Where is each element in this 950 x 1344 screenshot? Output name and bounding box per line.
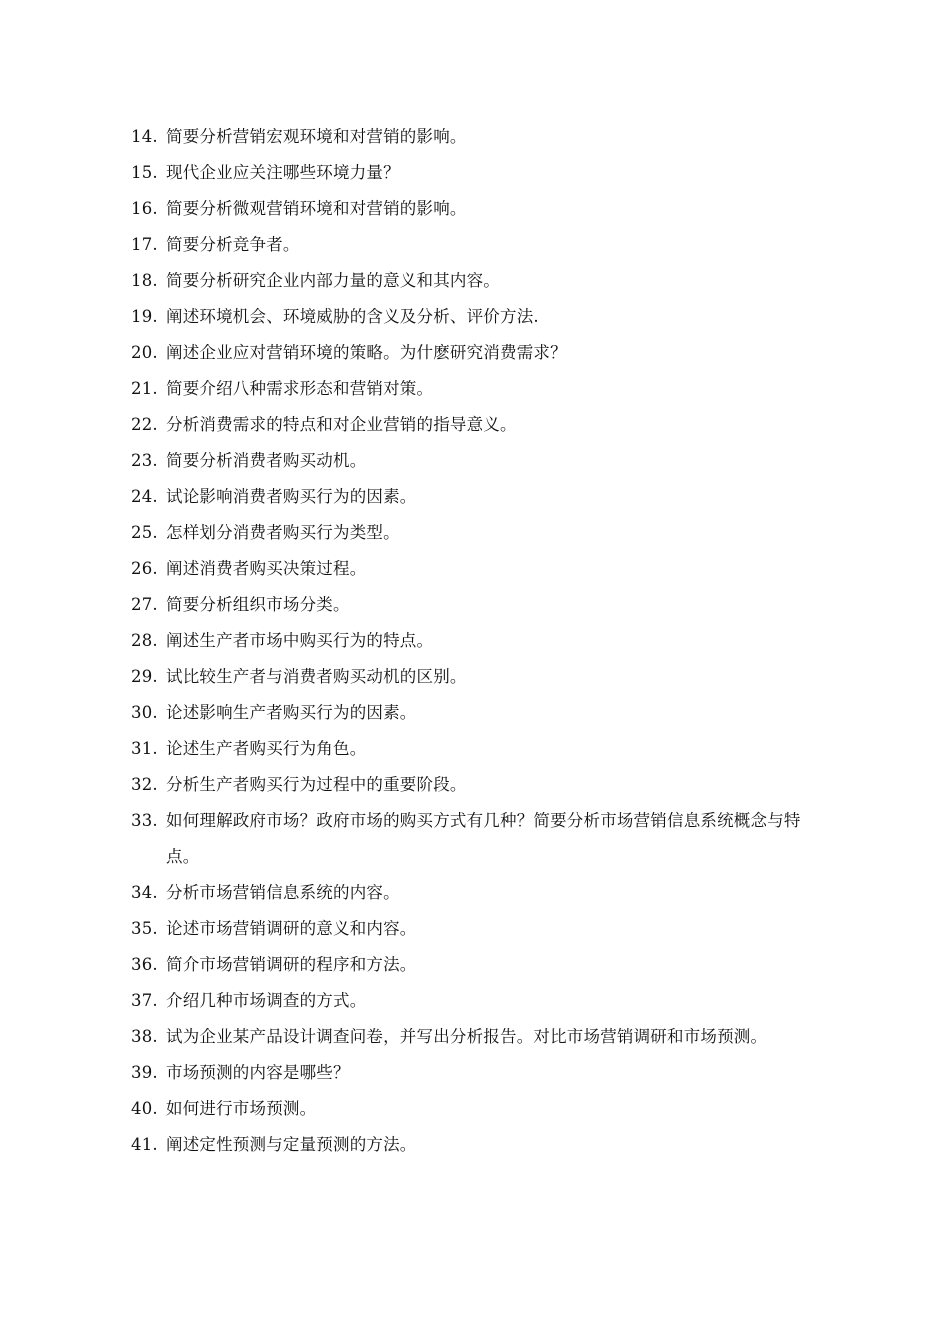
question-item	[131, 695, 821, 731]
question-number: 36.	[131, 955, 158, 974]
question-text: 简要分析组织市场分类。	[166, 595, 350, 614]
question-number: 35.	[131, 919, 158, 938]
question-number: 20.	[131, 343, 158, 362]
question-text: 阐述环境机会、环境威胁的含义及分析、评价方法.	[166, 307, 539, 326]
question-text: 怎样划分消费者购买行为类型。	[166, 523, 400, 542]
question-item	[131, 335, 821, 371]
question-number: 15.	[131, 163, 158, 182]
question-item	[131, 875, 821, 911]
question-number: 19.	[131, 307, 158, 326]
question-item	[131, 515, 821, 551]
question-text: 阐述消费者购买决策过程。	[166, 559, 367, 578]
question-number: 38.	[131, 1027, 158, 1046]
question-text: 简要分析营销宏观环境和对营销的影响。	[166, 127, 467, 146]
question-item	[131, 1091, 821, 1127]
question-item	[131, 659, 821, 695]
question-item	[131, 551, 821, 587]
question-number: 31.	[131, 739, 158, 758]
question-item	[131, 623, 821, 659]
question-item	[131, 443, 821, 479]
question-number: 39.	[131, 1063, 158, 1082]
question-text: 简要分析竞争者。	[166, 235, 300, 254]
question-number: 40.	[131, 1099, 158, 1118]
question-item	[131, 191, 821, 227]
question-text: 如何进行市场预测。	[166, 1099, 317, 1118]
question-text: 分析消费需求的特点和对企业营销的指导意义。	[166, 415, 517, 434]
question-number: 25.	[131, 523, 158, 542]
question-text: 如何理解政府市场？政府市场的购买方式有几种？简要分析市场营销信息系统概念与特点。	[166, 811, 801, 866]
question-text: 论述影响生产者购买行为的因素。	[166, 703, 417, 722]
question-item	[131, 155, 821, 191]
question-item	[131, 263, 821, 299]
question-list	[131, 119, 821, 1163]
question-item	[131, 227, 821, 263]
question-number: 33.	[131, 811, 158, 830]
question-number: 28.	[131, 631, 158, 650]
question-item	[131, 407, 821, 443]
question-text: 试论影响消费者购买行为的因素。	[166, 487, 417, 506]
question-item	[131, 479, 821, 515]
question-number: 41.	[131, 1135, 158, 1154]
question-text: 分析市场营销信息系统的内容。	[166, 883, 400, 902]
question-number: 18.	[131, 271, 158, 290]
question-text: 市场预测的内容是哪些？	[166, 1063, 350, 1082]
question-text: 分析生产者购买行为过程中的重要阶段。	[166, 775, 467, 794]
question-text: 阐述企业应对营销环境的策略。为什麽研究消费需求？	[166, 343, 567, 362]
question-number: 27.	[131, 595, 158, 614]
question-text: 现代企业应关注哪些环境力量？	[166, 163, 400, 182]
question-text: 阐述生产者市场中购买行为的特点。	[166, 631, 434, 650]
question-number: 26.	[131, 559, 158, 578]
question-text: 论述市场营销调研的意义和内容。	[166, 919, 417, 938]
question-text: 试为企业某产品设计调查问卷，并写出分析报告。对比市场营销调研和市场预测。	[166, 1027, 768, 1046]
question-item	[131, 803, 821, 875]
question-text: 试比较生产者与消费者购买动机的区别。	[166, 667, 467, 686]
question-text: 简要介绍八种需求形态和营销对策。	[166, 379, 434, 398]
question-number: 37.	[131, 991, 158, 1010]
question-item	[131, 767, 821, 803]
question-text: 简介市场营销调研的程序和方法。	[166, 955, 417, 974]
question-item	[131, 947, 821, 983]
question-number: 29.	[131, 667, 158, 686]
question-text: 阐述定性预测与定量预测的方法。	[166, 1135, 417, 1154]
question-text: 论述生产者购买行为角色。	[166, 739, 367, 758]
question-item	[131, 587, 821, 623]
question-item	[131, 731, 821, 767]
question-item	[131, 299, 821, 335]
question-text: 简要分析消费者购买动机。	[166, 451, 367, 470]
question-item	[131, 1127, 821, 1163]
question-number: 21.	[131, 379, 158, 398]
question-item	[131, 371, 821, 407]
question-item	[131, 983, 821, 1019]
question-item	[131, 119, 821, 155]
question-text: 简要分析微观营销环境和对营销的影响。	[166, 199, 467, 218]
question-number: 23.	[131, 451, 158, 470]
question-item	[131, 1019, 821, 1055]
question-number: 14.	[131, 127, 158, 146]
question-number: 32.	[131, 775, 158, 794]
question-item	[131, 911, 821, 947]
question-number: 24.	[131, 487, 158, 506]
question-number: 22.	[131, 415, 158, 434]
question-text: 简要分析研究企业内部力量的意义和其内容。	[166, 271, 500, 290]
question-number: 17.	[131, 235, 158, 254]
question-number: 30.	[131, 703, 158, 722]
question-text: 介绍几种市场调查的方式。	[166, 991, 367, 1010]
question-item	[131, 1055, 821, 1091]
question-number: 34.	[131, 883, 158, 902]
question-number: 16.	[131, 199, 158, 218]
